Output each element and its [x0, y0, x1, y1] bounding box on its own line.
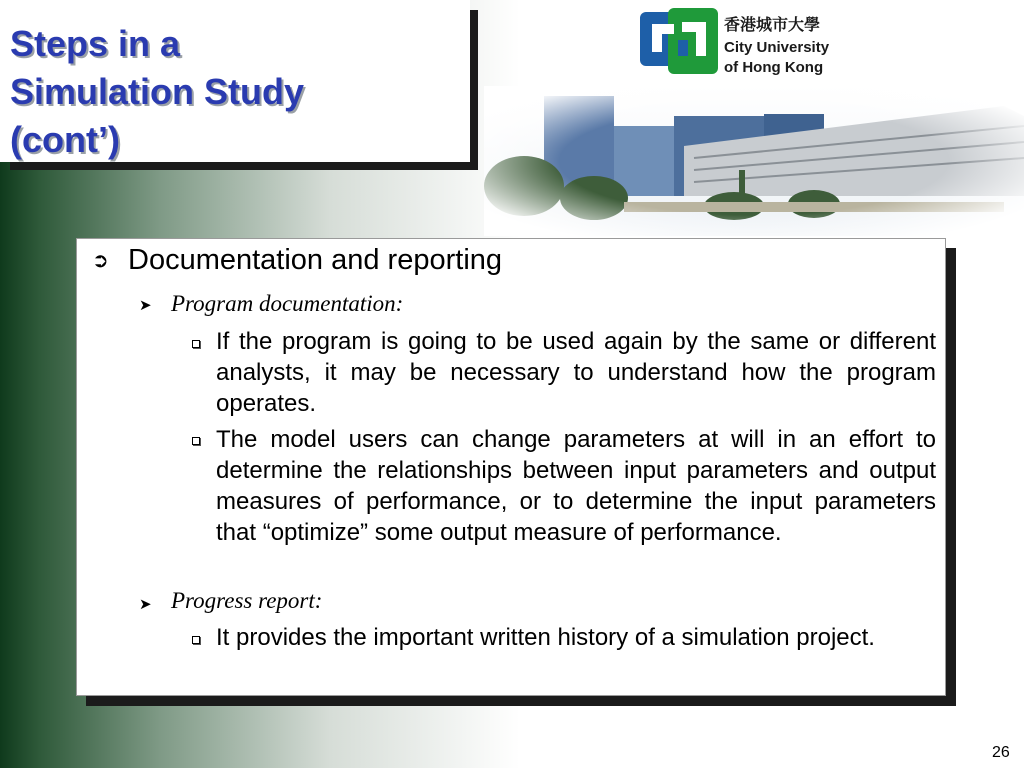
university-logo — [638, 4, 838, 90]
arrow-bullet-icon: ➲ — [92, 250, 109, 272]
bullet-text: It provides the important written history of a simulation project. — [216, 624, 875, 651]
campus-building-photo — [484, 86, 1024, 236]
section-heading-progress-report: Progress report: — [171, 588, 323, 613]
logo-english-line1: City University — [724, 39, 830, 56]
chevron-bullet-icon: ➤ — [139, 297, 152, 314]
square-bullet-icon — [192, 340, 200, 348]
chevron-bullet-icon: ➤ — [139, 596, 152, 613]
logo-english-line2: of Hong Kong — [724, 59, 824, 76]
square-bullet-icon — [192, 636, 200, 644]
page-number: 26 — [992, 744, 1010, 761]
square-bullet-icon — [192, 437, 200, 445]
slide-title: Steps in a Simulation Study (cont’) — [10, 23, 305, 160]
logo-emblem-icon — [640, 8, 718, 74]
bullet-text: If the program is going to be used again by the same or different analysts, it may be necessary to understand how the program operates. — [216, 328, 936, 417]
bullet-text: The model users can change parameters at will in an effort to determine the relationships between input parameters and output measures of performance, or to determine the input parameters that “optimize” some output measure of performance. — [216, 426, 936, 546]
level1-heading: Documentation and reporting — [128, 244, 503, 276]
section-heading-program-documentation: Program documentation: — [171, 291, 404, 316]
logo-chinese-name: 香港城市大學 — [724, 15, 821, 34]
